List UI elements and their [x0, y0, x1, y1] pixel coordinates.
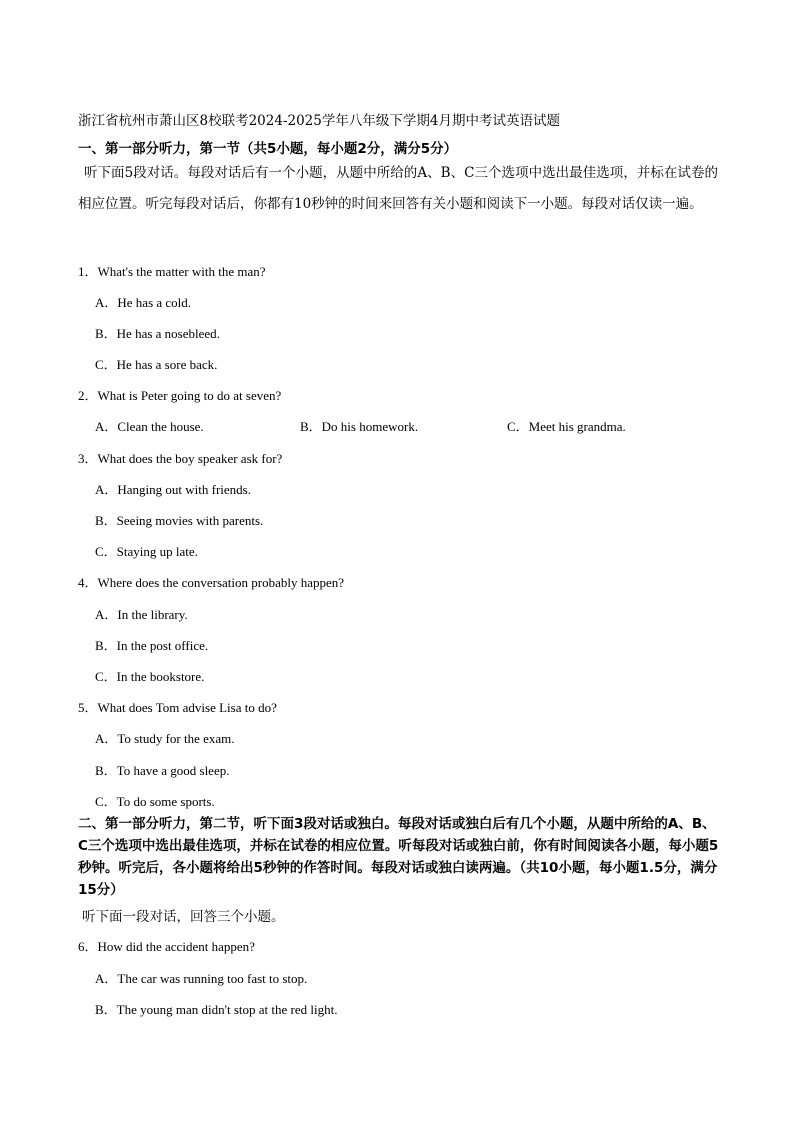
question-1-option-c: C．He has a sore back.	[95, 357, 218, 372]
question-4-stem: 4．Where does the conversation probably happen?	[78, 575, 345, 590]
question-1-option-b: B．He has a nosebleed.	[95, 326, 220, 341]
question-4-option-a: A．In the library.	[95, 607, 188, 622]
question-4-option-c: C．In the bookstore.	[95, 669, 205, 684]
doc-title: 浙江省杭州市萧山区8校联考2024-2025学年八年级下学期4月期中考试英语试题	[78, 113, 560, 129]
question-5-option-a: A．To study for the exam.	[95, 731, 235, 746]
question-5-option-b: B．To have a good sleep.	[95, 763, 230, 778]
question-6-option-b: B．The young man didn't stop at the red light.	[95, 1002, 338, 1017]
section1-heading: 一、第一部分听力，第一节（共5小题，每小题2分，满分5分）	[78, 141, 458, 157]
question-2-option-a: A．Clean the house.	[95, 419, 204, 434]
question-3-option-c: C．Staying up late.	[95, 544, 198, 559]
question-5-option-c: C．To do some sports.	[95, 794, 215, 809]
question-3-option-b: B．Seeing movies with parents.	[95, 513, 264, 528]
section1-intro: 听下面5段对话。每段对话后有一个小题，从题中所给的A、B、C三个选项中选出最佳选项，并标在试卷的相应位置。听完每段对话后，你都有10秒钟的时间来回答有关小题和阅读下一小题。每段对话仅读一遍。	[78, 165, 718, 212]
section2-sub-intro: 听下面一段对话，回答三个小题。	[82, 909, 285, 925]
question-4-option-b: B．In the post office.	[95, 638, 209, 653]
question-2-option-c: C．Meet his grandma.	[507, 419, 626, 434]
question-2-option-b: B．Do his homework.	[300, 419, 419, 434]
question-6-option-a: A．The car was running too fast to stop.	[95, 971, 308, 986]
question-1-stem: 1．What's the matter with the man?	[78, 264, 266, 279]
question-3-option-a: A．Hanging out with friends.	[95, 482, 251, 497]
question-2-stem: 2．What is Peter going to do at seven?	[78, 388, 282, 403]
question-1-option-a: A．He has a cold.	[95, 295, 192, 310]
section2-heading: 二、第一部分听力，第二节，听下面3段对话或独白。每段对话或独白后有几个小题，从题中所给的A、B、C三个选项中选出最佳选项，并标在试卷的相应位置。听每段对话或独白前，你有时间阅读各小题，每小题5秒钟。听完后，各小题将给出5秒钟的作答时间。每段对话或独白读两遍。（共10小题，每小题1.5分，满分15分）	[78, 816, 719, 898]
question-6-stem: 6．How did the accident happen?	[78, 939, 255, 954]
question-3-stem: 3．What does the boy speaker ask for?	[78, 451, 283, 466]
question-5-stem: 5．What does Tom advise Lisa to do?	[78, 700, 277, 715]
